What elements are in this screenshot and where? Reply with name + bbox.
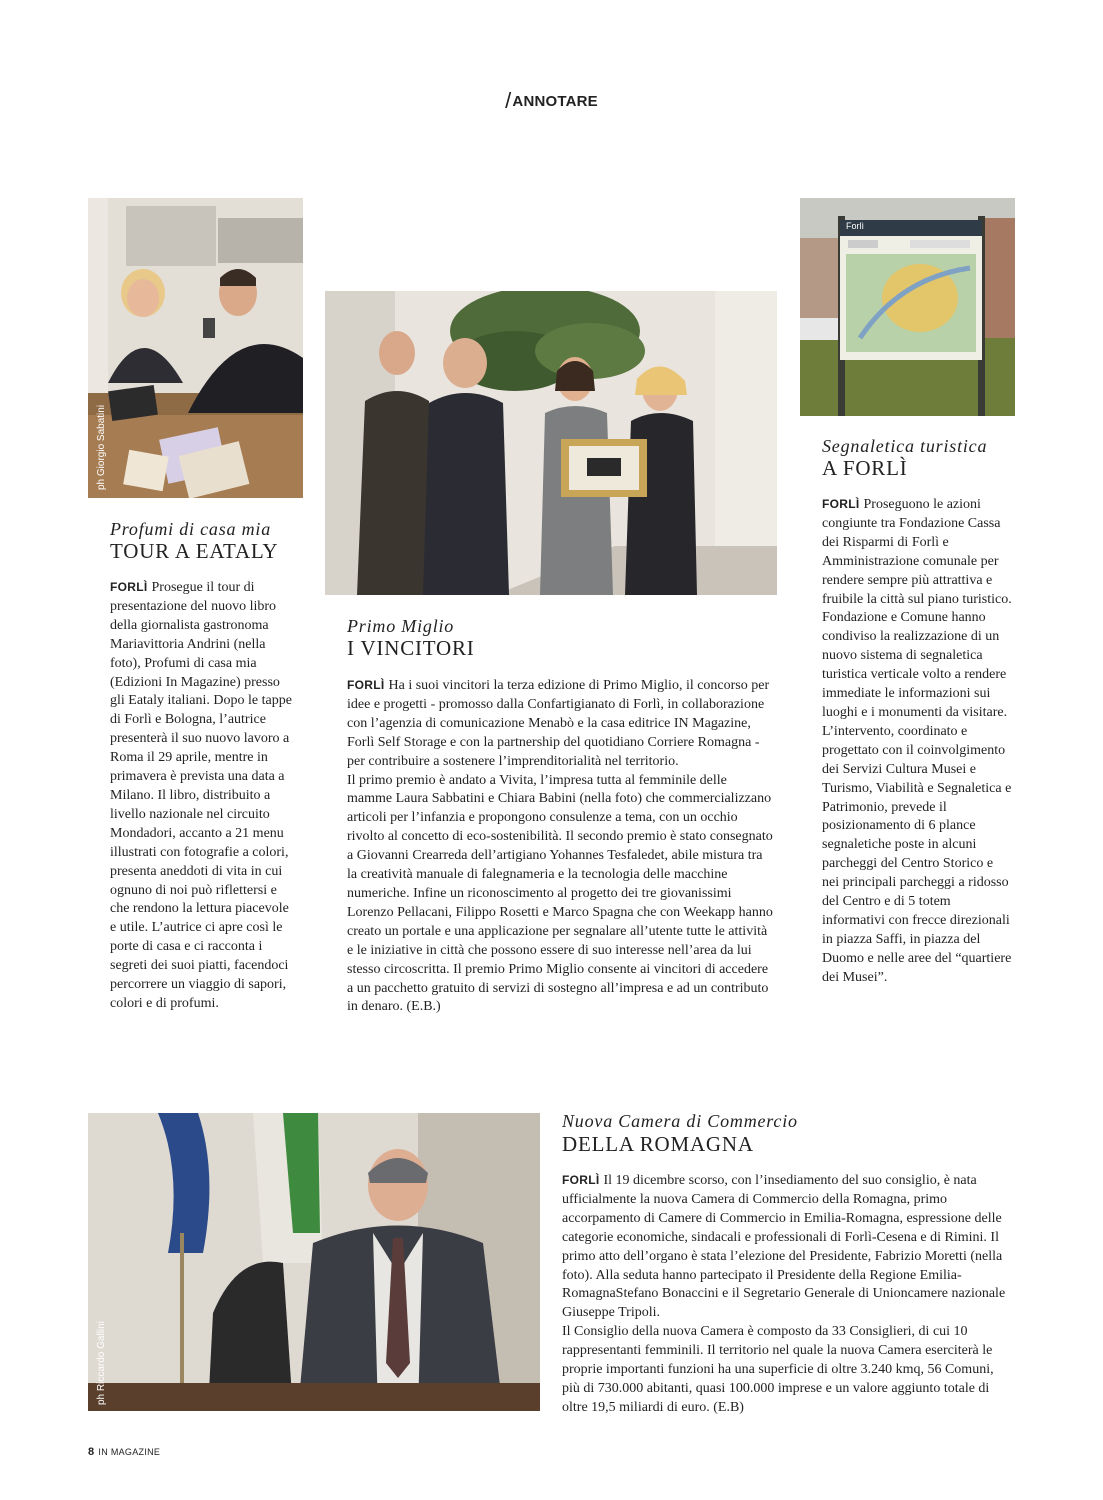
- primo-miglio-photo: [325, 291, 777, 595]
- segnaletica-headline: A FORLÌ: [822, 456, 908, 480]
- camera-kicker: Nuova Camera di Commercio: [562, 1111, 798, 1131]
- primo-miglio-headline: I VINCITORI: [347, 636, 475, 660]
- page-footer: [88, 1446, 160, 1458]
- page-number: 8: [88, 1446, 95, 1458]
- segnaletica-photo-illustration: [800, 198, 1015, 416]
- primo-miglio-kicker: Primo Miglio: [347, 616, 455, 636]
- camera-city: FORLÌ: [562, 1173, 600, 1187]
- eataly-kicker: Profumi di casa mia: [110, 519, 272, 539]
- segnaletica-kicker: Segnaletica turistica: [822, 436, 988, 456]
- primo-miglio-paragraph-1: FORLÌ Ha i suoi vincitori la terza edizione di Primo Miglio, il concorso per idee e progetti - promosso dalla Confartigianato di Forlì, in collaborazione con l’agenzia di comunicazione Menabò e la casa editrice IN Magazine, Forlì Self Storage e con la partnership del quotidiano Corriere Romagna - per contribuire a sostenere l’imprenditorialità nel territorio.: [347, 678, 770, 769]
- section-slash: /: [505, 88, 512, 113]
- section-header: [0, 88, 1103, 114]
- camera-paragraph-1: FORLÌ Il 19 dicembre scorso, con l’insediamento del suo consiglio, è nata ufficialmente la nuova Camera di Commercio della Romagna, primo accorpamento di Camere di Commercio in Emilia-Romagna, espressione delle categorie economiche, sindacali e professionali di Forlì-Cesena e di Rimini. Il primo atto dell’organo è stata l’elezione del Presidente, Fabrizio Moretti (nella foto). Alla seduta hanno partecipato il Presidente della Regione Emilia-RomagnaStefano Bonaccini e il Segretario Generale di Unioncamere nazionale Giuseppe Tripoli.: [562, 1173, 1006, 1321]
- camera-photo: [88, 1113, 540, 1411]
- eataly-headline: TOUR A EATALY: [110, 539, 279, 563]
- segnaletica-photo: [800, 198, 1015, 416]
- eataly-photo-credit: ph Giorgio Sabatini: [96, 404, 107, 490]
- eataly-city: FORLÌ: [110, 580, 148, 594]
- eataly-photo-illustration: [88, 198, 303, 498]
- magazine-name: IN MAGAZINE: [98, 1447, 161, 1457]
- segnaletica-body: [822, 495, 1013, 988]
- section-title: ANNOTARE: [512, 93, 598, 110]
- primo-miglio-body: [347, 676, 775, 1017]
- eataly-body: [110, 578, 297, 1014]
- eataly-photo: [88, 198, 303, 498]
- segnaletica-paragraph-1: FORLÌ Proseguono le azioni congiunte tra Fondazione Cassa dei Risparmi di Forlì e Amministrazione comunale per rendere sempre più attrattiva e fruibile la città sul piano turistico.: [822, 497, 1012, 607]
- segnaletica-paragraph-2: Fondazione e Comune hanno condiviso la realizzazione di un nuovo sistema di segnaletica turistica verticale volto a rendere immediate le informazioni sui luoghi e i monumenti da visitare. L’intervento, coordinato e progettato con il coinvolgimento dei Servizi Cultura Musei e Turismo, Viabilità e Segnaletica e Patrimonio, prevede il posizionamento di 6 plance segnaletiche poste in alcuni parcheggi del Centro Storico e nei principali parcheggi a ridosso del Centro e di 5 totem informativi con frecce direzionali in piazza Saffi, in piazza del Duomo e nelle aree del “quartiere dei Musei”.: [822, 610, 1012, 985]
- segnaletica-city: FORLÌ: [822, 497, 860, 511]
- camera-paragraph-2: Il Consiglio della nuova Camera è composto da 33 Consiglieri, di cui 10 rappresentanti femminili. Il territorio nel quale la nuova Camera eserciterà le proprie importanti funzioni ha una superficie di oltre 3.240 kmq, 56 Comuni, più di 730.000 abitanti, quasi 100.000 imprese e un valore aggiunto totale di oltre 19,5 miliardi di euro. (E.B): [562, 1324, 994, 1415]
- primo-miglio-city: FORLÌ: [347, 678, 385, 692]
- camera-photo-illustration: [88, 1113, 540, 1411]
- camera-body: [562, 1171, 1013, 1418]
- eataly-paragraph: FORLÌ Prosegue il tour di presentazione del nuovo libro della giornalista gastronoma Mariavittoria Andrini (nella foto), Profumi di casa mia (Edizioni In Magazine) presso gli Eataly italiani. Dopo le tappe di Forlì e Bologna, l’autrice presenterà il suo nuovo lavoro a Roma il 29 aprile, mentre in primavera è prevista una data a Milano. Il libro, distribuito a livello nazionale nel circuito Mondadori, accanto a 21 menu illustrati con fotografie a colori, presenta aneddoti di vita in cui ognuno di noi può riflettersi e che rendono la lettura piacevole e utile. L’autrice ci apre così le porte di casa e ci racconta i segreti dei suoi piatti, facendoci percorrere un viaggio di sapori, colori e di profumi.: [110, 580, 292, 1011]
- camera-headline: DELLA ROMAGNA: [562, 1132, 754, 1156]
- primo-miglio-photo-illustration: [325, 291, 777, 595]
- segnaletica-map-title: Forlì: [846, 221, 864, 231]
- primo-miglio-paragraph-2: Il primo premio è andato a Vivita, l’impresa tutta al femminile delle mamme Laura Sabbatini e Chiara Babini (nella foto) che commercializzano articoli per l’infanzia e propongono consulenze a tema, con un occhio rivolto al concetto di eco-sostenibilità. Il secondo premio è stato consegnato a Giovanni Crearreda dell’artigiano Yohannes Tesfaledet, abile mistura tra la creatività manuale di falegnameria e la tecnologia delle macchine numeriche. Infine un riconoscimento al progetto dei tre giovanissimi Lorenzo Pellacani, Filippo Rosetti e Marco Spagna che con Weekapp hanno creato un portale e una applicazione per segnalare all’utente tutte le attività e le iniziative in città che possono essere di suo interesse nell’area da lui stesso circoscritta. Il premio Primo Miglio consente ai vincitori di accedere a un pacchetto gratuito di servizi di sostegno all’impresa e ad un contributo in denaro. (E.B.): [347, 772, 773, 1015]
- camera-photo-credit: ph Riccardo Gallini: [96, 1321, 107, 1405]
